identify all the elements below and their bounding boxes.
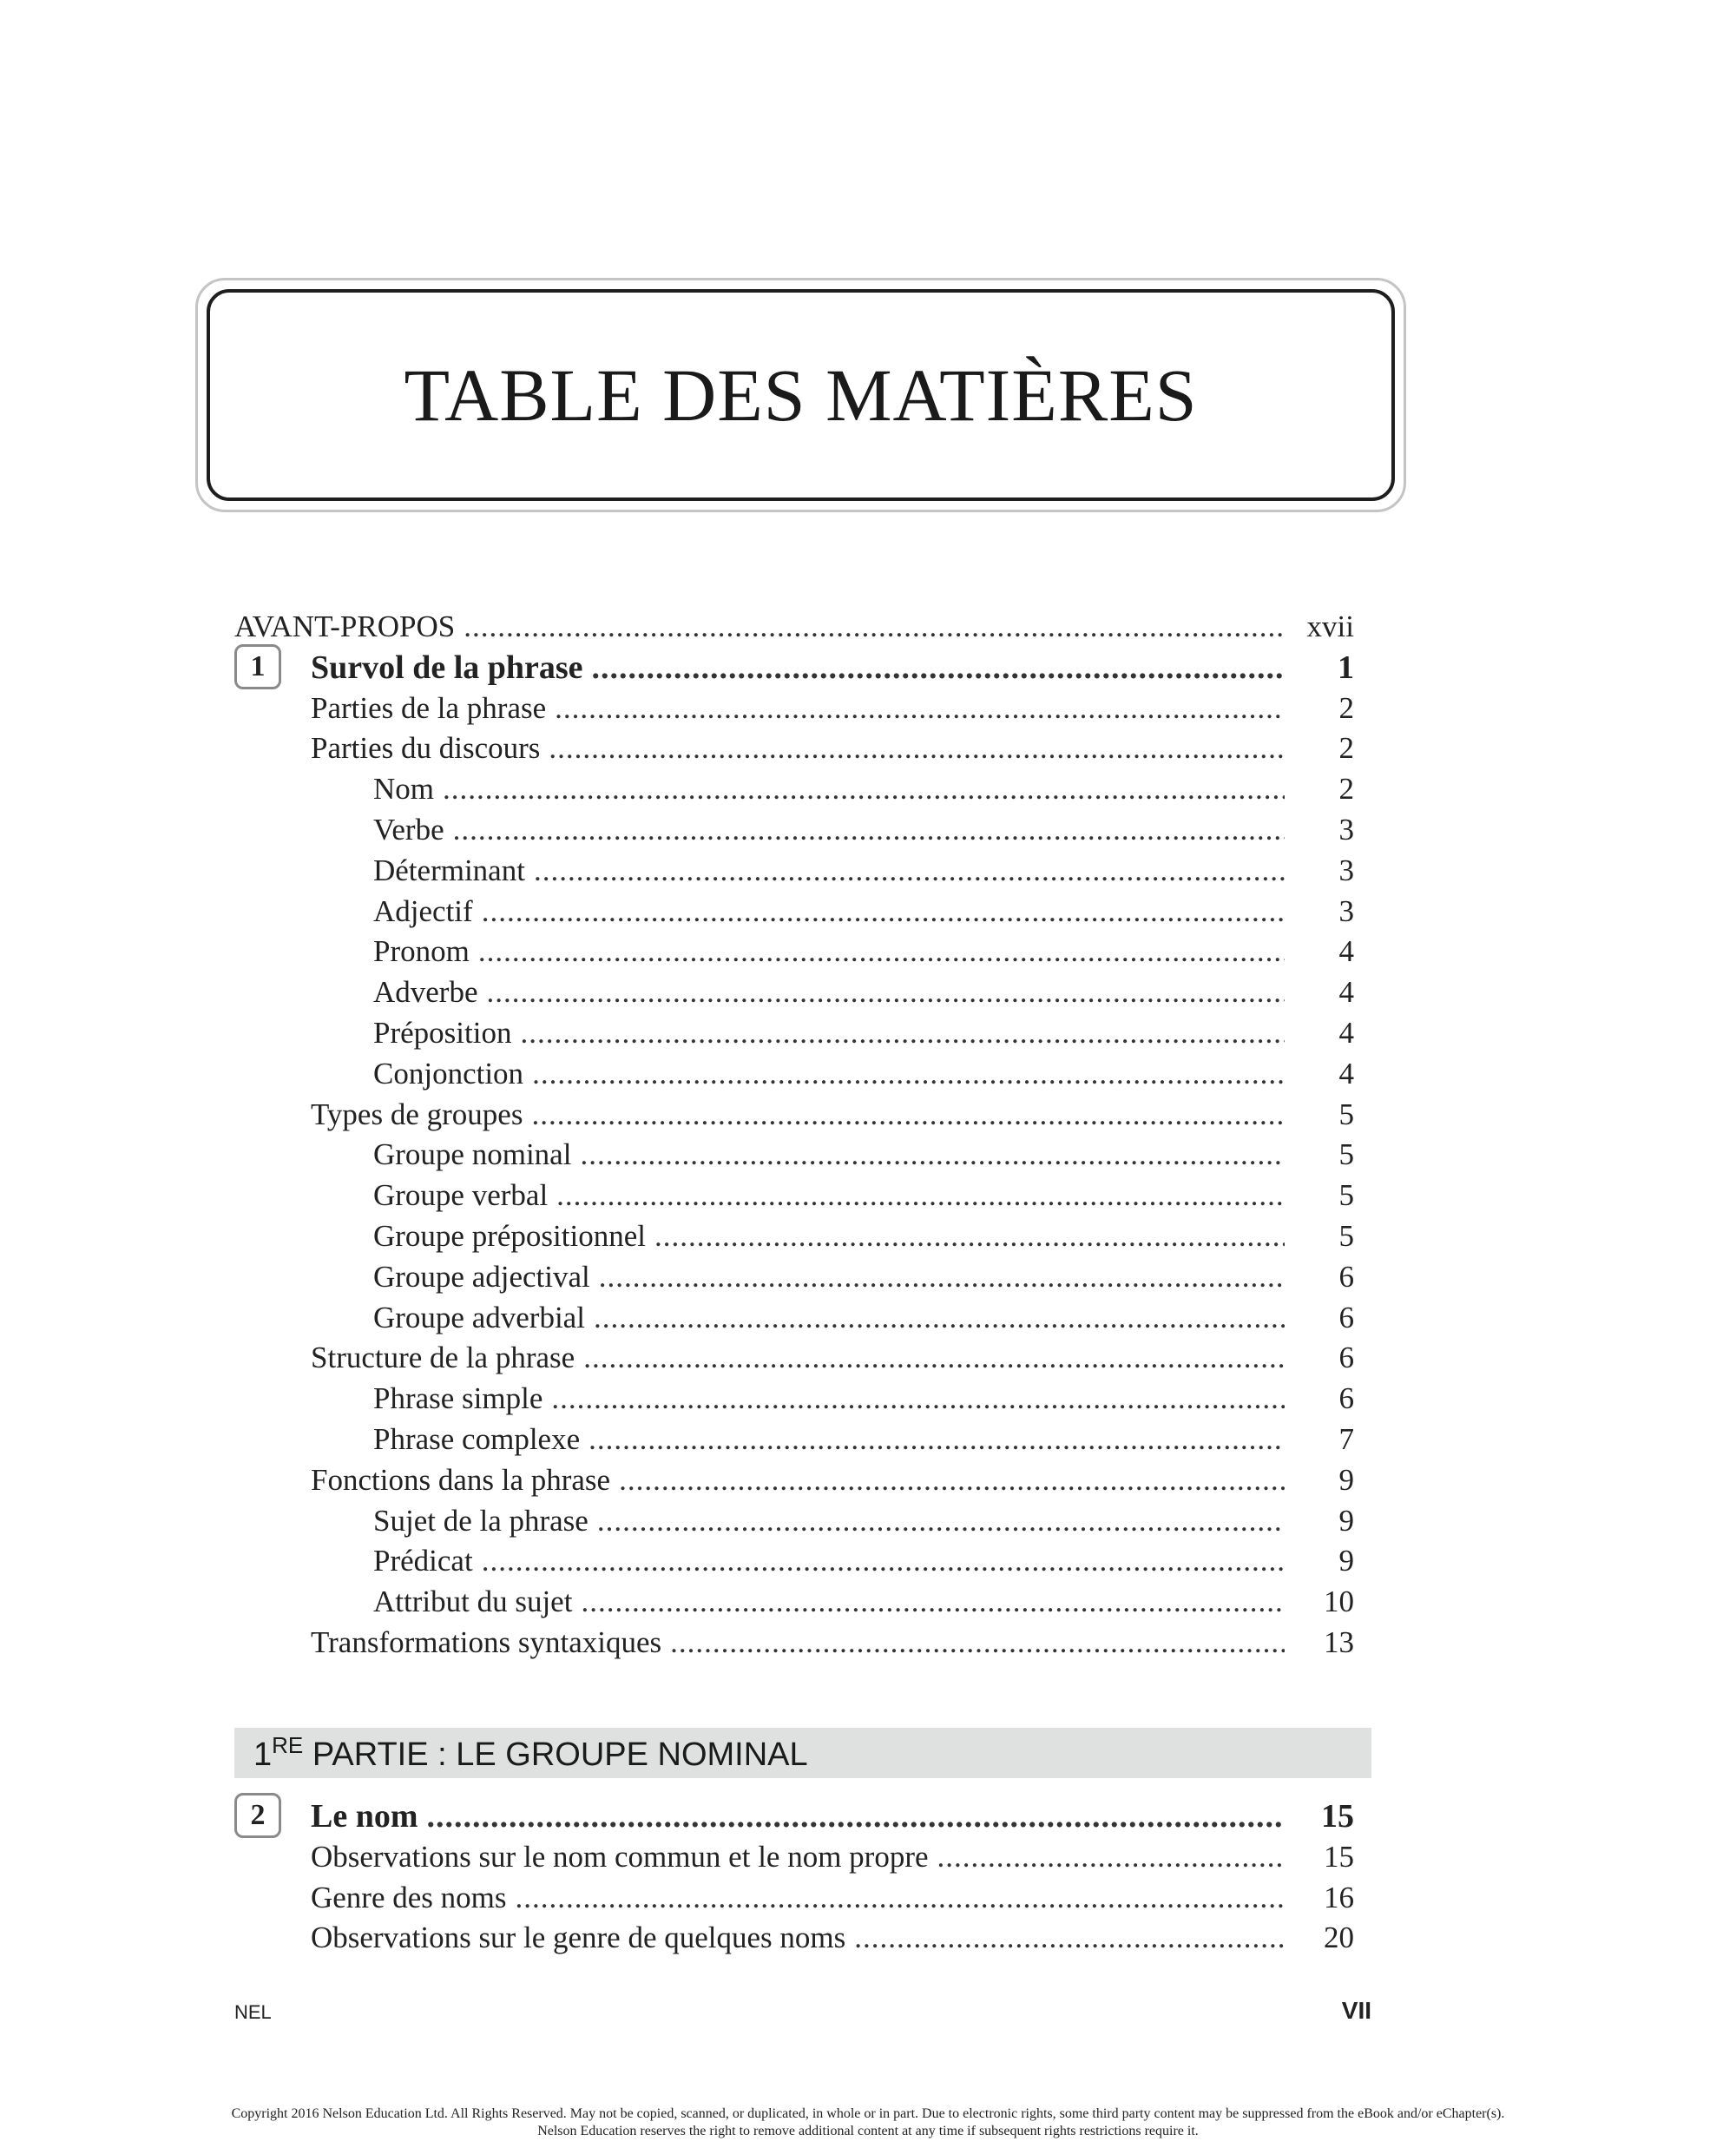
dot-leader [443, 770, 1285, 808]
toc-entry[interactable] [311, 1838, 1354, 1876]
toc-chapter-entry[interactable] [311, 649, 1354, 687]
toc-entry-label: Adjectif [373, 893, 473, 928]
toc-entry-label: Groupe verbal [373, 1178, 549, 1213]
toc-entry-page: 2 [1338, 772, 1354, 807]
toc-entry-page: 15 [1321, 1798, 1354, 1835]
dot-leader [532, 1055, 1285, 1093]
toc-entry[interactable] [373, 811, 1354, 849]
toc-entry-label: Structure de la phrase [311, 1341, 575, 1375]
dot-leader [580, 1136, 1285, 1174]
toc-entry-page: 4 [1338, 934, 1354, 969]
toc-entry[interactable] [311, 1339, 1354, 1377]
toc-entry[interactable] [311, 1461, 1354, 1499]
copyright-notice [0, 2105, 1736, 2140]
toc-entry[interactable] [373, 770, 1354, 808]
dot-leader [597, 1502, 1285, 1540]
copyright-line: Copyright 2016 Nelson Education Ltd. All Rights Reserved. May not be copied, scanned, or duplicated, in whole or in part. Due to electronic rights, some third party content may be suppressed from the eBook and/or eChapter(s). [231, 2106, 1505, 2121]
toc-entry-page: 13 [1324, 1625, 1354, 1659]
toc-entry-label: Genre des noms [311, 1880, 507, 1914]
dot-leader [583, 1339, 1285, 1377]
dot-leader [594, 1299, 1285, 1337]
toc-entry[interactable] [234, 608, 1354, 646]
toc-entry-label: Observations sur le genre de quelques noms [311, 1921, 846, 1955]
part-number: 1 [253, 1736, 273, 1773]
toc-entry[interactable] [373, 1217, 1354, 1255]
toc-entry-label: Prédicat [373, 1544, 473, 1578]
toc-entry-page: 3 [1338, 813, 1354, 847]
toc-entry[interactable] [373, 1502, 1354, 1540]
dot-leader [453, 811, 1285, 849]
toc-entry-label: Parties du discours [311, 731, 541, 766]
dot-leader [670, 1624, 1285, 1662]
toc-entry-page: xvii [1306, 609, 1354, 643]
toc-entry[interactable] [373, 932, 1354, 971]
toc-entry-page: 6 [1338, 1381, 1354, 1416]
copyright-line: Nelson Education reserves the right to remove additional content at any time if subsequent rights restrictions require it. [537, 2124, 1199, 2138]
title-frame [195, 278, 1406, 512]
dot-leader [482, 1542, 1285, 1580]
toc-entry[interactable] [311, 1879, 1354, 1917]
dot-leader [487, 973, 1285, 1011]
toc-entry-page: 6 [1338, 1341, 1354, 1375]
page-title: TABLE DES MATIÈRES [404, 353, 1198, 437]
part-title: PARTIE : LE GROUPE NOMINAL [312, 1736, 808, 1773]
toc-entry-label: Nom [373, 772, 434, 807]
toc-entry-label: Phrase complexe [373, 1422, 581, 1456]
toc-entry[interactable] [311, 1096, 1354, 1134]
part-heading-band [234, 1728, 1371, 1778]
dot-leader [599, 1258, 1285, 1296]
toc-entry[interactable] [373, 1055, 1354, 1093]
toc-entry-page: 5 [1338, 1097, 1354, 1131]
toc-entry-label: AVANT-PROPOS [234, 609, 456, 643]
dot-leader [619, 1461, 1285, 1499]
toc-entry-page: 20 [1324, 1921, 1354, 1955]
dot-leader [937, 1838, 1285, 1876]
toc-entry-label: Attribut du sujet [373, 1585, 573, 1619]
dot-leader [551, 1380, 1285, 1418]
toc-entry-page: 5 [1338, 1178, 1354, 1213]
chapter-number-badge: 2 [234, 1793, 281, 1838]
dot-leader [520, 1014, 1285, 1052]
toc-entry-page: 6 [1338, 1259, 1354, 1294]
toc-entry[interactable] [311, 1624, 1354, 1662]
toc-entry[interactable] [373, 1542, 1354, 1580]
toc-entry-page: 3 [1338, 853, 1354, 887]
dot-leader [534, 852, 1285, 890]
toc-entry-page: 9 [1338, 1462, 1354, 1497]
toc-entry-page: 1 [1338, 649, 1354, 686]
toc-entry-page: 7 [1338, 1422, 1354, 1456]
toc-entry[interactable] [311, 689, 1354, 728]
footer-page-number: VII [1341, 1997, 1371, 2024]
toc-entry-label: Observations sur le nom commun et le nom propre [311, 1839, 929, 1874]
toc-entry-label: Le nom [311, 1798, 418, 1835]
toc-entry[interactable] [373, 973, 1354, 1011]
toc-entry-label: Verbe [373, 813, 444, 847]
toc-entry[interactable] [373, 1583, 1354, 1621]
toc-entry-page: 2 [1338, 731, 1354, 766]
dot-leader [478, 932, 1285, 971]
toc-entry[interactable] [373, 1420, 1354, 1459]
dot-leader [592, 649, 1285, 687]
toc-entry-page: 5 [1338, 1137, 1354, 1172]
dot-leader [556, 1176, 1285, 1215]
toc-entry-label: Groupe nominal [373, 1137, 572, 1172]
chapter-number-badge: 1 [234, 644, 281, 689]
toc-entry-page: 9 [1338, 1544, 1354, 1578]
toc-entry-page: 2 [1338, 690, 1354, 725]
toc-entry-page: 6 [1338, 1300, 1354, 1334]
dot-leader [464, 608, 1285, 646]
toc-entry-label: Fonctions dans la phrase [311, 1462, 611, 1497]
toc-entry-label: Adverbe [373, 975, 478, 1010]
dot-leader [549, 729, 1285, 768]
dot-leader [555, 689, 1285, 728]
toc-entry-label: Groupe adverbial [373, 1300, 585, 1334]
toc-entry[interactable] [373, 1136, 1354, 1174]
footer-publisher: NEL [234, 2001, 272, 2023]
dot-leader [531, 1096, 1285, 1134]
dot-leader [427, 1797, 1286, 1835]
toc-entry[interactable] [311, 729, 1354, 768]
toc-entry-label: Parties de la phrase [311, 690, 547, 725]
dot-leader [482, 893, 1285, 931]
toc-entry-page: 4 [1338, 1056, 1354, 1090]
toc-entry-label: Groupe adjectival [373, 1259, 590, 1294]
toc-chapter-entry[interactable] [311, 1797, 1354, 1835]
title-inner-frame [207, 289, 1395, 501]
toc-entry[interactable] [373, 852, 1354, 890]
toc-entry-label: Transformations syntaxiques [311, 1625, 662, 1659]
toc-entry-page: 3 [1338, 893, 1354, 928]
toc-entry[interactable] [373, 1258, 1354, 1296]
toc-entry-label: Déterminant [373, 853, 525, 887]
toc-entry[interactable] [311, 1919, 1354, 1957]
dot-leader [654, 1217, 1285, 1255]
toc-entry-page: 10 [1324, 1585, 1354, 1619]
dot-leader [516, 1879, 1285, 1917]
part-heading [234, 1732, 808, 1774]
toc-entry-label: Survol de la phrase [311, 649, 583, 686]
toc-entry-label: Préposition [373, 1016, 512, 1050]
toc-entry-label: Phrase simple [373, 1381, 543, 1416]
toc-entry-label: Conjonction [373, 1056, 524, 1090]
toc-entry-page: 9 [1338, 1503, 1354, 1538]
toc-entry-page: 16 [1324, 1880, 1354, 1914]
toc-entry-page: 5 [1338, 1219, 1354, 1253]
dot-leader [581, 1583, 1285, 1621]
dot-leader [589, 1420, 1285, 1459]
toc-entry-page: 15 [1324, 1839, 1354, 1874]
toc-entry[interactable] [373, 893, 1354, 931]
toc-entry-page: 4 [1338, 975, 1354, 1010]
toc-entry-label: Types de groupes [311, 1097, 523, 1131]
toc-entry[interactable] [373, 1380, 1354, 1418]
part-number-suffix: RE [272, 1732, 304, 1758]
toc-entry[interactable] [373, 1014, 1354, 1052]
toc-entry[interactable] [373, 1176, 1354, 1215]
toc-entry-label: Pronom [373, 934, 470, 969]
toc-entry[interactable] [373, 1299, 1354, 1337]
toc-entry-label: Groupe prépositionnel [373, 1219, 646, 1253]
toc-entry-page: 4 [1338, 1016, 1354, 1050]
dot-leader [854, 1919, 1285, 1957]
toc-entry-label: Sujet de la phrase [373, 1503, 589, 1538]
